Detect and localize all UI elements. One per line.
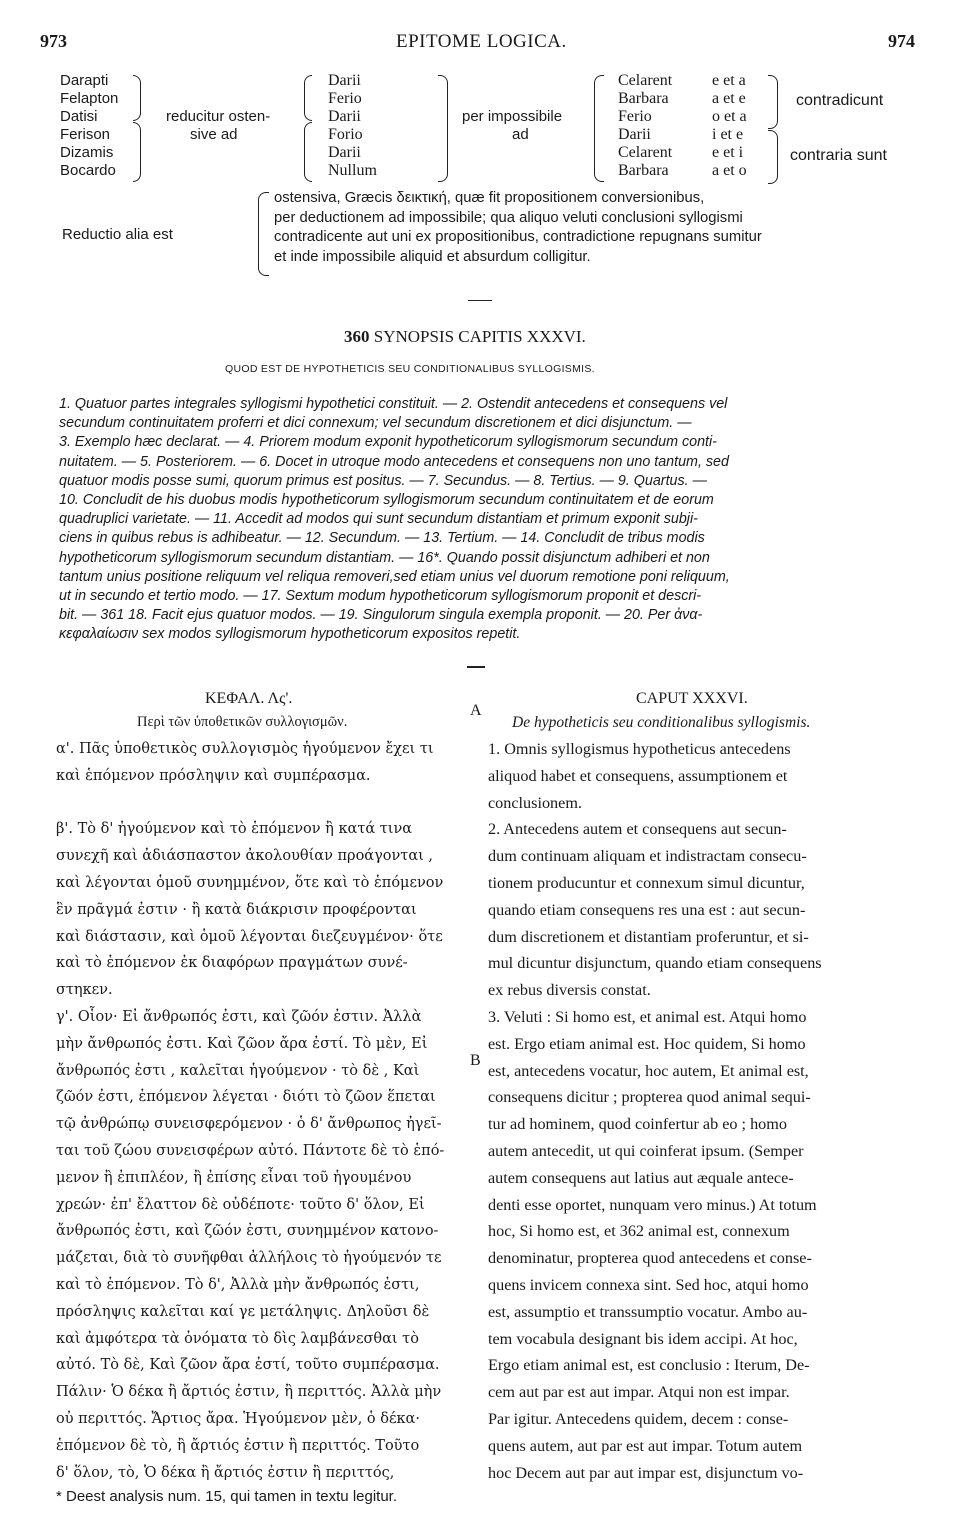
table-cell: Celarent xyxy=(618,144,673,161)
text-line: καὶ λέγονται ὁμοῦ συνημμένον, ὅτε καὶ τὸ ἑπόμενον xyxy=(56,874,444,891)
table-cell: Barbara xyxy=(618,162,669,179)
text-line: quens autem, aut par est aut impar. Totum autem xyxy=(488,1436,803,1455)
page-number-right: 974 xyxy=(888,31,915,51)
text-line: quatuor modis posse sumi, quorum primus est positus. — 7. Secundus. — 8. Tertius. — 9. Quartus. — xyxy=(59,472,707,489)
text-line: tem vocabula designant bis idem accipi. At hoc, xyxy=(488,1329,798,1348)
brace xyxy=(304,75,312,121)
text-line: στηκεν. xyxy=(56,982,113,999)
text-line: Ergo etiam animal est, est conclusio : Iterum, De- xyxy=(488,1356,810,1375)
table-cell: sive ad xyxy=(190,126,238,143)
table-cell: e et i xyxy=(712,144,744,161)
text-line: autem antecedit, ut qui coinferat ipsum. (Semper xyxy=(488,1141,804,1160)
text-line: ut in secundo et tertio modo. — 17. Sextum modum hypotheticorum syllogismorum proponit et descri- xyxy=(59,588,702,605)
synopsis-title xyxy=(344,327,586,347)
text-line: μὴν ἄνθρωπός ἐστι. Καὶ ζῶον ἄρα ἐστί. Τὸ μὲν, Εἰ xyxy=(56,1035,428,1052)
table-cell: Ferison xyxy=(60,126,111,143)
text-line: hoc, Si homo est, et 362 animal est, connexum xyxy=(488,1222,790,1241)
text-line: οὐ περιττός. Ἄρτιος ἄρα. Ἡγούμενον μὲν, ὁ δέκα· xyxy=(56,1410,420,1427)
table-cell: a et e xyxy=(712,90,746,107)
text-line: πρόσληψις καλεῖται καί γε μετάληψις. Δηλοῦσι δὲ xyxy=(56,1303,430,1320)
brace xyxy=(438,75,448,182)
table-cell: Barbara xyxy=(618,90,669,107)
text-line: aliquod habet et consequens, assumptionem et xyxy=(488,766,788,785)
text-line: μάζεται, διὰ τὸ συνῆφθαι ἀλλήλοις τὸ ἡγούμενόν τε xyxy=(56,1250,442,1267)
text-line: est, antecedens vocatur, hoc autem, Et animal est, xyxy=(488,1061,809,1080)
table-cell: per impossibile xyxy=(462,108,563,125)
brace xyxy=(304,122,312,182)
text-line: dum discretionem et distantiam proferuntur, et si- xyxy=(488,927,809,946)
text-line: τῷ ἀνθρώπῳ συνεισφερόμενον · ὁ δ' ἄνθρωπος ἠγεῖ- xyxy=(56,1116,442,1133)
table-cell: Nullum xyxy=(328,162,377,179)
text-line: ex rebus diversis constat. xyxy=(488,981,651,1000)
divider xyxy=(468,300,492,301)
text-line: καὶ ἀμφότερα τὰ ὀνόματα τὸ δὶς λαμβάνεσθαι τὸ xyxy=(56,1330,419,1347)
text-line: secundum continuitatem proferri et dici connexum; vel secundum discretionem et dici disjunctum. — xyxy=(59,415,692,432)
text-line: tionem producuntur et connexum simul dicuntur, xyxy=(488,873,805,892)
table-cell: Darii xyxy=(328,72,361,89)
table-cell: Darii xyxy=(618,126,651,143)
text-line: ἄνθρωπός ἐστι , καλεῖται ἡγούμενον · τὸ δὲ , Καὶ xyxy=(56,1062,420,1079)
table-cell: o et a xyxy=(712,108,747,125)
text-line: μενον ἢ ἐπιπλέον, ἢ ἐπίσης εἶναι τοῦ ἡγουμένου xyxy=(56,1169,412,1186)
table-cell: Darapti xyxy=(60,72,109,89)
table-cell: Darii xyxy=(328,144,361,161)
text-line: hypotheticorum syllogismorum secundum distantiam. — 16*. Quando possit disjunctum adhiberi et non xyxy=(59,549,710,566)
text-line: α'. Πᾶς ὑποθετικὸς συλλογισμὸς ἡγούμενον ἔχει τι xyxy=(56,741,434,757)
contraria-label: contraria sunt xyxy=(790,147,887,164)
text-line: 3. Veluti : Si homo est, et animal est. Atqui homo xyxy=(488,1007,807,1026)
text-line: quando etiam consequens res una est : aut secun- xyxy=(488,900,806,919)
text-line: 1. Omnis syllogismus hypotheticus antecedens xyxy=(488,740,791,758)
text-line: denominatur, propterea quod antecedens et conse- xyxy=(488,1249,812,1268)
reductio-label: Reductio alia est xyxy=(62,226,173,243)
text-line: cem aut par est aut impar. Atqui non est impar. xyxy=(488,1383,790,1402)
brace xyxy=(133,75,141,121)
synopsis-subtitle: QUOD EST DE HYPOTHETICIS SEU CONDITIONALIBUS SYLLOGISMIS. xyxy=(225,363,595,375)
text-line: κεφαλαίωσιν sex modos syllogismorum hypotheticorum expositos repetit. xyxy=(59,626,521,643)
table-cell: Forio xyxy=(328,126,363,143)
text-line: 3. Exemplo hæc declarat. — 4. Priorem modum exponit hypotheticorum syllogismorum secundum conti- xyxy=(59,434,717,451)
text-line: καὶ διάστασιν, καὶ ὁμοῦ λέγονται διεζευγμένον· ὅτε xyxy=(56,928,443,945)
margin-letter-b: B xyxy=(470,1052,481,1069)
margin-letter-a: A xyxy=(470,702,482,719)
table-cell: Ferio xyxy=(328,90,362,107)
brace xyxy=(133,122,141,182)
page-number-left: 973 xyxy=(40,31,67,51)
text-line: καὶ ἑπόμενον πρόσληψιν καὶ συμπέρασμα. xyxy=(56,767,371,784)
text-line: quadruplici varietate. — 11. Accedit ad modos qui sunt secundum distantiam et primum exponit subji- xyxy=(59,511,698,528)
text-line: et inde impossibile aliquid et absurdum colligitur. xyxy=(274,248,591,265)
table-cell: Darii xyxy=(328,108,361,125)
text-line: ζῶόν ἐστι, ἑπόμενον λέγεται · διότι τὸ ζῶον ἕπεται xyxy=(56,1089,436,1106)
synopsis-heading: SYNOPSIS CAPITIS XXXVI. xyxy=(373,327,586,346)
table-col-propositions xyxy=(712,72,747,180)
text-line: est, assumptio et transsumptio vocatur. Ambo au- xyxy=(488,1302,808,1321)
text-line: denti esse oportet, nunquam vero minus.) At totum xyxy=(488,1195,817,1214)
brace xyxy=(258,192,269,276)
table-col-targets xyxy=(618,72,672,180)
synopsis-text xyxy=(59,395,730,645)
text-line: contradicente aut uni ex propositionibus, contradictione repugnans sumitur xyxy=(274,229,762,245)
text-line: 10. Concludit de his duobus modis hypotheticorum syllogismorum secundum continuitatem et de eorum xyxy=(59,492,714,509)
table-cell: Celarent xyxy=(618,72,673,89)
text-line: 2. Antecedens autem et consequens aut secun- xyxy=(488,820,787,839)
table-col-reduced xyxy=(328,72,377,180)
text-line: conclusionem. xyxy=(488,793,582,812)
text-line: καὶ τὸ ἑπόμενον ἐκ διαφόρων πραγμάτων συνέ- xyxy=(56,955,408,972)
text-line: ostensiva, Græcis δεικτική, quæ fit propositionem conversionibus, xyxy=(274,190,705,206)
text-line: est. Ergo etiam animal est. Hoc quidem, Si homo xyxy=(488,1034,806,1053)
greek-text xyxy=(56,736,444,1486)
text-line: bit. — 361 18. Facit ejus quatuor modos. — 19. Singulorum singula exempla proponit. — 20. Per ἀνα- xyxy=(59,607,703,624)
text-line: nuitatem. — 5. Posteriorem. — 6. Docet in utroque modo antecedens et consequens non uno tantum, sed xyxy=(59,453,729,470)
text-line: γ'. Οἷον· Εἰ ἄνθρωπός ἐστι, καὶ ζῶόν ἐστιν. Ἀλλὰ xyxy=(56,1008,422,1025)
text-line: καὶ τὸ ἑπόμενον. Τὸ δ', Ἀλλὰ μὴν ἄνθρωπός ἐστι, xyxy=(56,1276,420,1293)
running-title: EPITOME LOGICA. xyxy=(396,31,567,52)
text-line: χρεών· ἐπ' ἔλαττον δὲ οὐδέποτε· τοῦτο δ' ὅλον, Εἰ xyxy=(56,1196,425,1213)
divider xyxy=(467,666,485,668)
reductio-text xyxy=(274,189,762,267)
text-line: αὐτό. Τὸ δὲ, Καὶ ζῶον ἄρα ἐστί, τοῦτο συμπέρασμα. xyxy=(56,1357,440,1374)
text-line: tantum unius positione reliquum vel reliqua removeri,sed etiam unius vel duorum remotione poni reliquum, xyxy=(59,568,730,585)
greek-subheading: Περὶ τῶν ὑποθετικῶν συλλογισμῶν. xyxy=(137,714,348,730)
text-line: ἑπόμενον δὲ τὸ, ἢ ἄρτιός ἐστιν ἢ περιττός. Τοῦτο xyxy=(56,1437,420,1454)
latin-text xyxy=(488,736,822,1486)
brace xyxy=(594,75,604,182)
table-col-impossibile xyxy=(462,108,562,144)
table-cell: i et e xyxy=(712,126,744,143)
greek-heading: ΚΕΦΑΛ. Λς'. xyxy=(205,690,293,707)
text-line: Πάλιν· Ὁ δέκα ἢ ἄρτιός ἐστιν, ἢ περιττός. Ἀλλὰ μὴν xyxy=(56,1384,442,1401)
table-cell: ad xyxy=(512,126,529,143)
latin-heading: CAPUT XXXVI. xyxy=(636,690,748,707)
text-line: β'. Τὸ δ' ἡγούμενον καὶ τὸ ἑπόμενον ἢ κατά τινα xyxy=(56,821,413,838)
text-line: hoc Decem aut par aut impar est, disjunctum vo- xyxy=(488,1463,804,1482)
text-line xyxy=(56,790,444,817)
text-line: autem consequens aut latius aut æquale antece- xyxy=(488,1168,794,1187)
text-line: per deductionem ad impossibile; qua aliquo veluti conclusioni syllogismi xyxy=(274,209,743,226)
table-cell: reducitur osten- xyxy=(166,108,271,125)
table-cell: Dizamis xyxy=(60,144,114,161)
text-line: ἓν πρᾶγμά ἐστιν · ἢ κατὰ διάκρισιν προφέρονται xyxy=(56,901,417,918)
text-line: ciens in quibus rebus is adhibeatur. — 12. Secundum. — 13. Tertium. — 14. Concludit de tribus modis xyxy=(59,530,705,547)
table-cell: Ferio xyxy=(618,108,652,125)
table-cell: a et o xyxy=(712,162,747,179)
text-line: δ' ὅλον, τὸ, Ὁ δέκα ἢ ἄρτιός ἐστιν ἢ περιττός, xyxy=(56,1464,395,1481)
table-col-moods xyxy=(60,72,118,180)
table-cell: Bocardo xyxy=(60,162,116,179)
text-line: ται τοῦ ζώου συνεισφέρων αὐτό. Πάντοτε δὲ τὸ ἑπό- xyxy=(56,1142,445,1159)
marginal-number: 360 xyxy=(344,327,370,346)
text-line: συνεχῆ καὶ ἀδιάσπαστον ἀκολουθίαν προάγονται , xyxy=(56,848,434,865)
text-line: tur ad hominem, quod coinfertur ab eo ; homo xyxy=(488,1115,787,1134)
text-line: ἄνθρωπός ἐστι, καὶ ζῶόν ἐστι, συνημμένον κατονο- xyxy=(56,1223,439,1240)
text-line: mul dicuntur disjunctum, quando etiam consequens xyxy=(488,954,822,973)
text-line: 1. Quatuor partes integrales syllogismi hypothetici constituit. — 2. Ostendit antecedens et consequens vel xyxy=(59,396,728,412)
brace xyxy=(768,75,778,129)
text-line: consequens dicitur ; propterea quod animal sequi- xyxy=(488,1088,811,1107)
text-line: Par igitur. Antecedens quidem, decem : conse- xyxy=(488,1409,789,1428)
footnote: * Deest analysis num. 15, qui tamen in textu legitur. xyxy=(56,1488,398,1505)
brace xyxy=(768,130,778,184)
table-cell: Felapton xyxy=(60,90,119,107)
text-line: dum continuam aliquam et indistractam consecu- xyxy=(488,847,807,866)
contradicunt-label: contradicunt xyxy=(796,92,884,109)
table-cell: e et a xyxy=(712,72,746,89)
table-cell: Datisi xyxy=(60,108,98,125)
table-col-reducitur xyxy=(166,108,270,144)
latin-subheading: De hypotheticis seu conditionalibus syllogismis. xyxy=(512,714,811,731)
text-line: quens invicem connexa sint. Sed hoc, atqui homo xyxy=(488,1275,809,1294)
